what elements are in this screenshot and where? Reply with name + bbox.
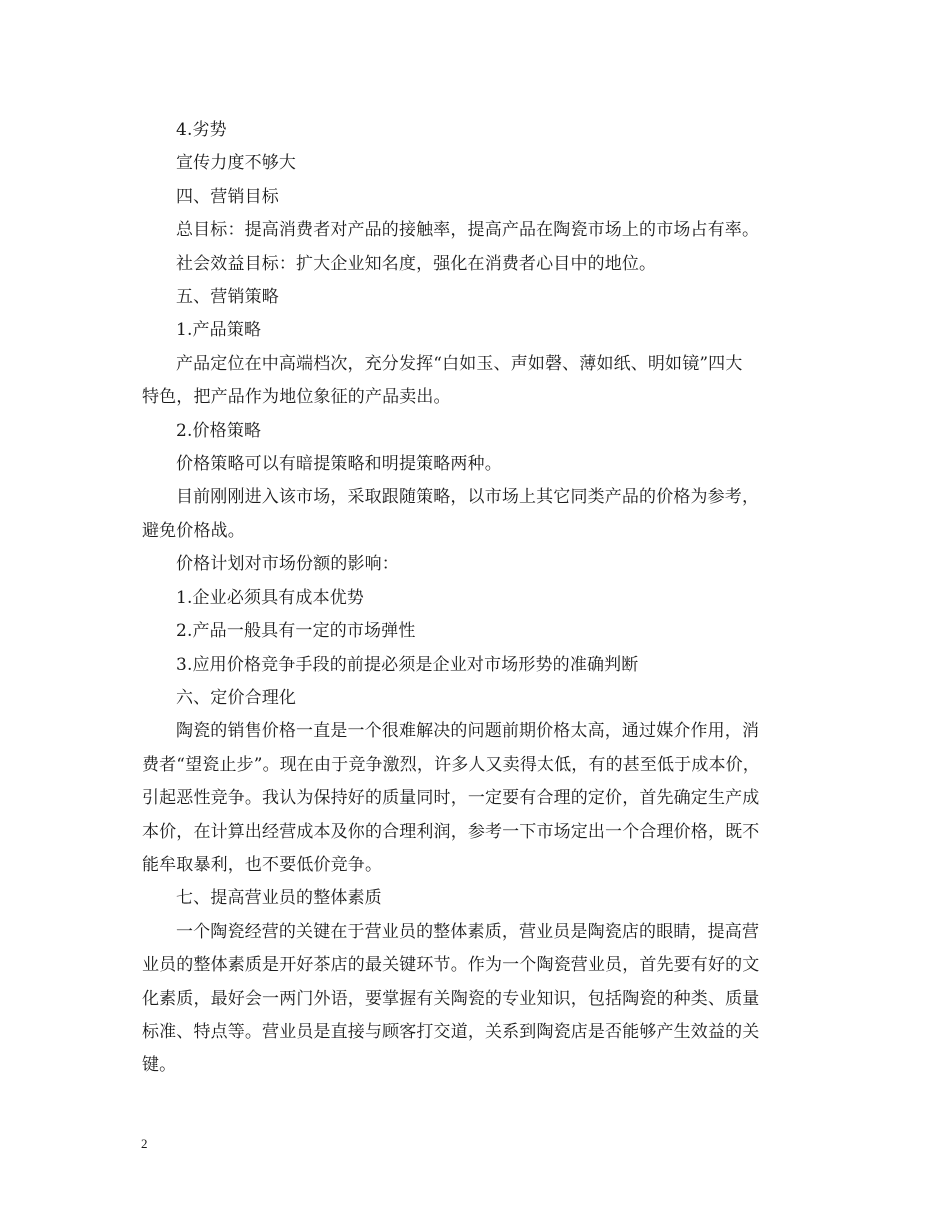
text-line: 本价，在计算出经营成本及你的合理利润，参考一下市场定出一个合理价格，既不 bbox=[142, 821, 760, 842]
text-line: 键。 bbox=[142, 1055, 177, 1076]
text-line: 四、营销目标 bbox=[176, 186, 279, 207]
text-line: 3.应用价格竞争手段的前提必须是企业对市场形势的准确判断 bbox=[176, 654, 639, 675]
text-line: 价格策略可以有暗提策略和明提策略两种。 bbox=[176, 454, 502, 475]
text-line: 1.企业必须具有成本优势 bbox=[176, 587, 365, 608]
page-number: 2 bbox=[141, 1136, 148, 1151]
text-line: 产品定位在中高端档次，充分发挥“白如玉、声如磬、薄如纸、明如镜”四大 bbox=[176, 353, 743, 374]
document-body bbox=[142, 114, 810, 1083]
text-line: 化素质，最好会一两门外语，要掌握有关陶瓷的专业知识，包括陶瓷的种类、质量 bbox=[142, 988, 760, 1009]
text-line: 2.价格策略 bbox=[176, 420, 262, 441]
text-line: 目前刚刚进入该市场，采取跟随策略，以市场上其它同类产品的价格为参考， bbox=[176, 487, 760, 508]
text-line: 一个陶瓷经营的关键在于营业员的整体素质，营业员是陶瓷店的眼睛，提高营 bbox=[176, 921, 760, 942]
text-line: 避免价格战。 bbox=[142, 520, 245, 541]
text-line: 特色，把产品作为地位象征的产品卖出。 bbox=[142, 387, 451, 408]
text-line: 价格计划对市场份额的影响： bbox=[176, 554, 399, 575]
text-line: 陶瓷的销售价格一直是一个很难解决的问题前期价格太高，通过媒介作用，消 bbox=[176, 721, 760, 742]
text-line: 宣传力度不够大 bbox=[176, 153, 297, 174]
text-line: 4.劣势 bbox=[176, 120, 227, 140]
text-line: 1.产品策略 bbox=[176, 320, 262, 341]
text-line: 社会效益目标：扩大企业知名度，强化在消费者心目中的地位。 bbox=[176, 253, 657, 274]
text-line: 七、提高营业员的整体素质 bbox=[176, 888, 382, 909]
text-line: 业员的整体素质是开好茶店的最关键环节。作为一个陶瓷营业员，首先要有好的文 bbox=[142, 955, 760, 976]
text-line: 六、定价合理化 bbox=[176, 687, 297, 708]
text-line: 五、营销策略 bbox=[176, 287, 279, 308]
text-line: 2.产品一般具有一定的市场弹性 bbox=[176, 621, 416, 642]
text-line: 引起恶性竞争。我认为保持好的质量同时，一定要有合理的定价，首先确定生产成 bbox=[142, 788, 760, 809]
text-line: 标准、特点等。营业员是直接与顾客打交道，关系到陶瓷店是否能够产生效益的关 bbox=[142, 1021, 760, 1042]
text-line: 费者“望瓷止步”。现在由于竞争激烈，许多人又卖得太低，有的甚至低于成本价， bbox=[142, 754, 760, 775]
text-line: 总目标：提高消费者对产品的接触率，提高产品在陶瓷市场上的市场占有率。 bbox=[176, 220, 760, 241]
text-line: 能牟取暴利，也不要低价竞争。 bbox=[142, 854, 383, 875]
